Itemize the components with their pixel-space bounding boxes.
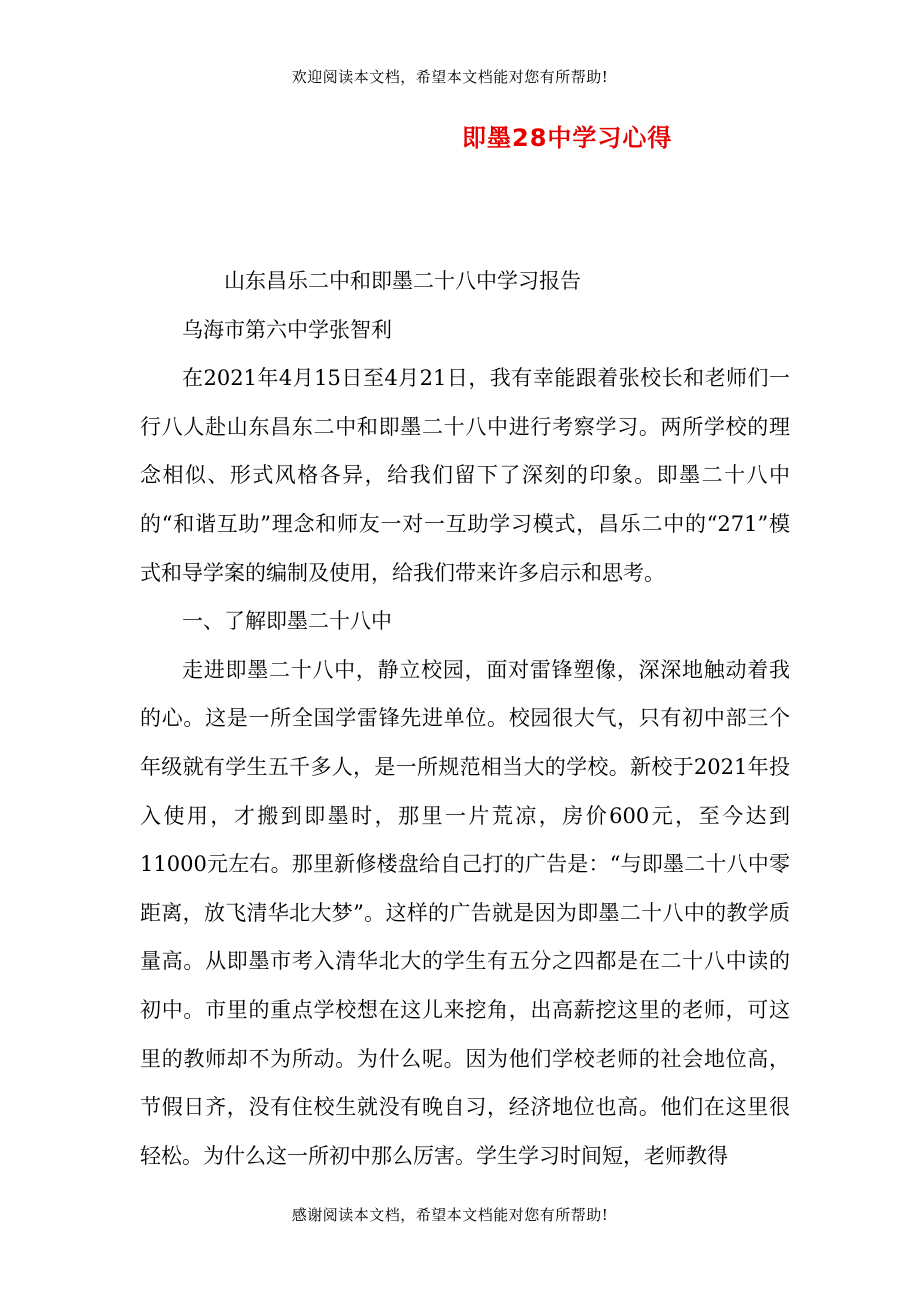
document-body [140, 257, 790, 1180]
header-note: 欢迎阅读本文档，希望本文档能对您有所帮助! [291, 68, 609, 86]
section-heading: 一、了解即墨二十八中 [182, 609, 392, 634]
report-subtitle: 山东昌乐二中和即墨二十八中学习报告 [224, 269, 581, 293]
paragraph-intro: 在2021年4月15日至4月21日，我有幸能跟着张校长和老师们一行八人赴山东昌东二中和即墨二十八中进行考察学习。两所学校的理念相似、形式风格各异，给我们留下了深刻的印象。即墨二十八中的“和谐互助”理念和师友一对一互助学习模式，昌乐二中的“271”模式和导学案的编制及使用，给我们带来许多启示和思考。 [140, 366, 790, 585]
author-line: 乌海市第六中学张智利 [182, 317, 392, 342]
footer-note: 感谢阅读本文档，希望本文档能对您有所帮助! [291, 1206, 609, 1224]
document-title: 即墨28中学习心得 [462, 124, 673, 152]
paragraph-section-one: 走进即墨二十八中，静立校园，面对雷锋塑像，深深地触动着我的心。这是一所全国学雷锋先进单位。校园很大气，只有初中部三个年级就有学生五千多人，是一所规范相当大的学校。新校于2021年投入使用，才搬到即墨时，那里一片荒凉，房价600元，至今达到11000元左右。那里新修楼盘给自己打的广告是：“与即墨二十八中零距离，放飞清华北大梦”。这样的广告就是因为即墨二十八中的教学质量高。从即墨市考入清华北大的学生有五分之四都是在二十八中读的初中。市里的重点学校想在这儿来挖角，出高薪挖这里的老师，可这里的教师却不为所动。为什么呢。因为他们学校老师的社会地位高，节假日齐，没有住校生就没有晚自习，经济地位也高。他们在这里很轻松。为什么这一所初中那么厉害。学生学习时间短，老师教得 [140, 657, 790, 1168]
